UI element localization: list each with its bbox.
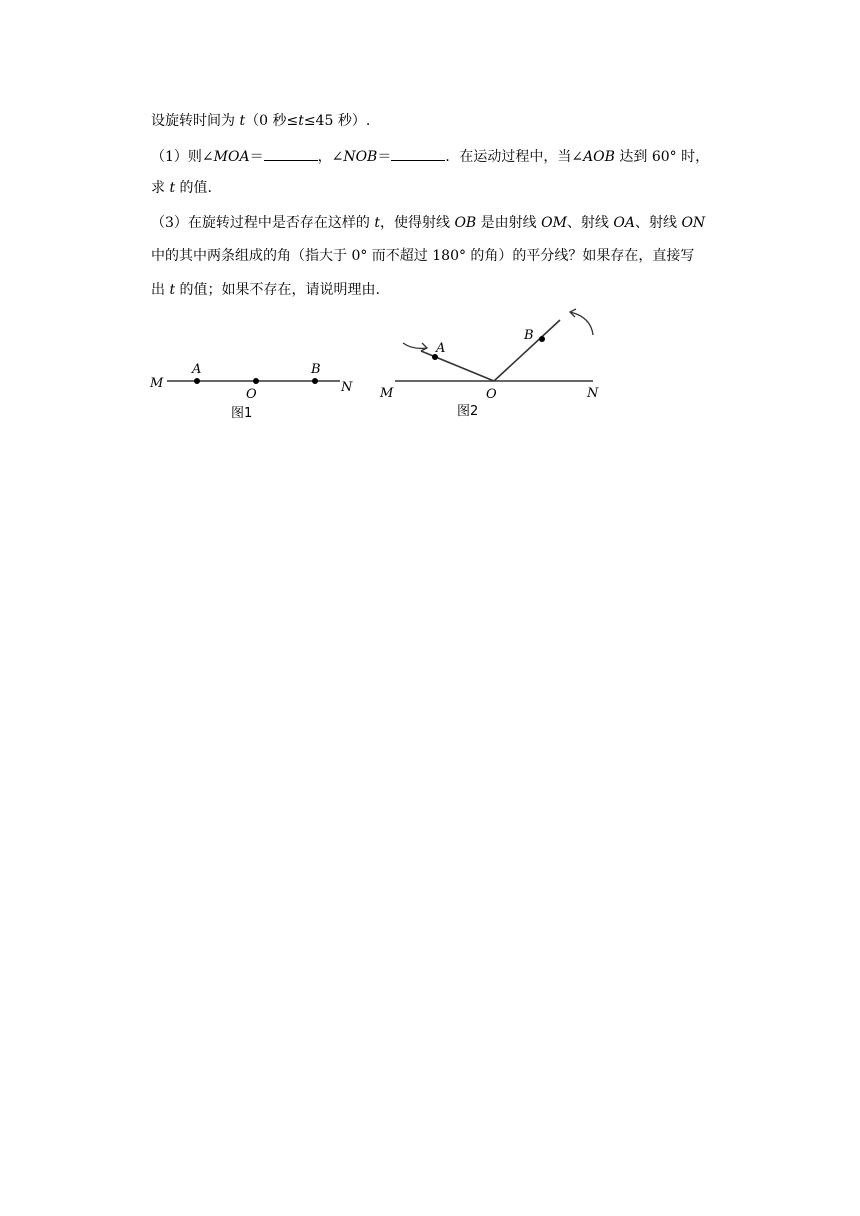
intro-text: （0 秒≤ — [245, 113, 299, 129]
figure-2 — [379, 309, 599, 419]
label-a: A — [192, 362, 202, 377]
q3-text: 出 — [151, 282, 170, 298]
q1-text: ．在运动过程中，当∠ — [445, 149, 584, 165]
label-b: B — [524, 328, 534, 343]
label-m: M — [150, 376, 164, 391]
var-t: t — [374, 215, 380, 231]
var-t: t — [298, 113, 304, 129]
ray-oa — [421, 351, 494, 381]
figure-svg — [145, 305, 615, 430]
label-n: N — [587, 386, 599, 401]
angle-moa: MOA — [213, 149, 250, 165]
intro-text: ≤45 秒）. — [303, 113, 371, 129]
var-t: t — [169, 180, 176, 196]
q3-text: 的值；如果不存在，请说明理由. — [175, 282, 380, 298]
q3-text: 是由射线 — [476, 215, 542, 231]
ray-on: ON — [681, 215, 706, 231]
question-3-line-1 — [151, 213, 721, 233]
figure-2-caption: 图2 — [457, 404, 479, 419]
point-o — [253, 378, 259, 384]
answer-blank-nob[interactable] — [391, 146, 445, 161]
q1-text: （1）则∠ — [151, 149, 214, 165]
angle-aob: AOB — [583, 149, 615, 165]
label-o: O — [246, 387, 257, 402]
q1-text: ＝ — [377, 149, 392, 165]
point-a — [194, 378, 200, 384]
q3-text: 中的其中两条组成的角（指大于 0° 而不超过 180° 的角）的平分线？如果存在，直接写 — [151, 248, 695, 264]
q3-text: 、射线 — [634, 215, 682, 231]
ray-om: OM — [541, 215, 567, 231]
arrowhead-icon — [421, 343, 427, 351]
ray-oa: OA — [613, 215, 635, 231]
label-n: N — [341, 380, 353, 395]
q1-text: ，∠ — [317, 149, 344, 165]
q3-text: （3）在旋转过程中是否存在这样的 — [151, 215, 375, 231]
question-3-line-3 — [151, 280, 721, 300]
question-1-line-2 — [151, 178, 721, 198]
figure-1 — [149, 362, 353, 421]
figure-1-caption: 图1 — [231, 406, 253, 421]
q1-text: 的值. — [175, 180, 212, 196]
q1-text: ＝ — [249, 149, 264, 165]
q3-text: ，使得射线 — [380, 215, 455, 231]
label-m: M — [380, 386, 394, 401]
figures — [145, 305, 615, 430]
angle-nob: NOB — [343, 149, 378, 165]
label-a: A — [436, 341, 446, 356]
question-1-line-1 — [151, 146, 721, 167]
q1-text: 达到 60° 时， — [614, 149, 710, 165]
answer-blank-moa[interactable] — [264, 146, 318, 161]
var-t: t — [169, 282, 176, 298]
point-b — [539, 336, 545, 342]
label-o: O — [486, 387, 497, 402]
var-t: t — [239, 113, 246, 129]
intro-text: 设旋转时间为 — [151, 113, 240, 129]
q3-text: 、射线 — [566, 215, 614, 231]
q1-text: 求 — [151, 180, 170, 196]
intro-line — [151, 111, 721, 131]
label-b: B — [311, 362, 321, 377]
point-b — [312, 378, 318, 384]
ray-ob: OB — [454, 215, 477, 231]
question-3-line-2 — [151, 246, 721, 266]
